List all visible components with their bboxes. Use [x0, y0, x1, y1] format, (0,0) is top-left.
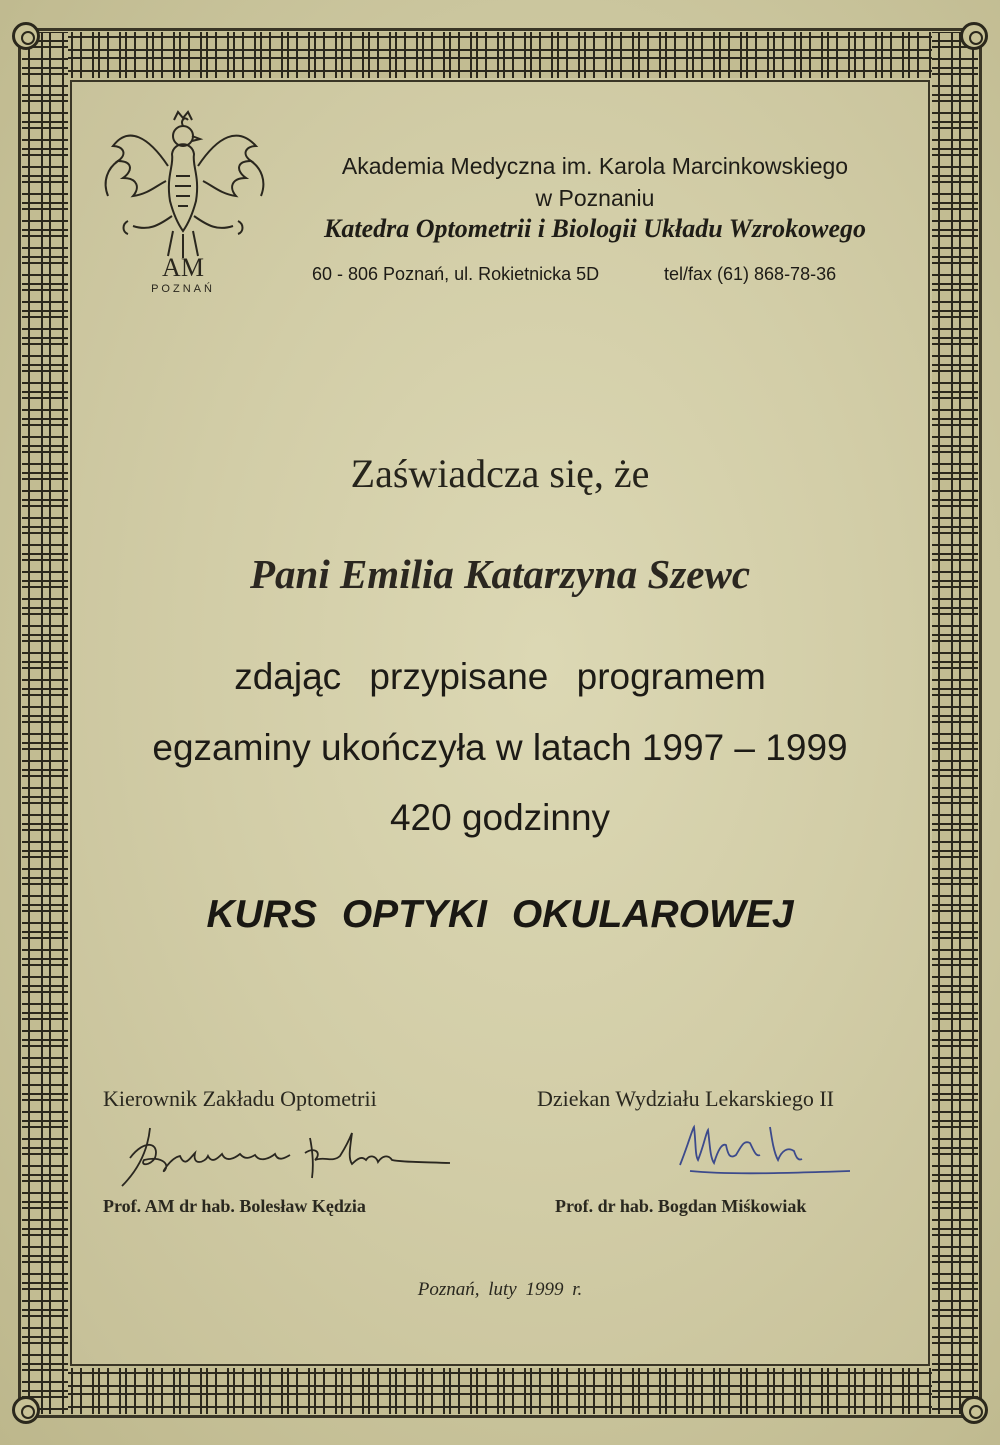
header-department: Katedra Optometrii i Biologii Układu Wzrokowego — [324, 214, 866, 243]
corner-ornament-top-left — [12, 22, 40, 50]
statement-line-1: zdając przypisane programem — [234, 656, 766, 697]
header-city: w Poznaniu — [535, 185, 655, 211]
course-title: KURS OPTYKI OKULAROWEJ — [206, 893, 794, 936]
signatory-left-name: Prof. AM dr hab. Bolesław Kędzia — [103, 1196, 366, 1216]
signature-left — [100, 1108, 470, 1198]
header-academy: Akademia Medyczna im. Karola Marcinkowskiego — [341, 153, 849, 179]
statement-line-2: egzaminy ukończyła w latach 1997 – 1999 — [152, 727, 848, 768]
emblem-city: POZNAŃ — [151, 283, 215, 295]
corner-ornament-top-right — [960, 22, 988, 50]
signatory-left-role: Kierownik Zakładu Optometrii — [103, 1086, 377, 1111]
statement-line-3: 420 godzinny — [389, 797, 611, 838]
signatory-right-name: Prof. dr hab. Bogdan Miśkowiak — [555, 1196, 807, 1216]
place-and-date: Poznań, luty 1999 r. — [417, 1279, 583, 1300]
corner-ornament-bottom-left — [12, 1396, 40, 1424]
header-phone: tel/fax (61) 868-78-36 — [664, 264, 837, 284]
signature-right — [670, 1115, 860, 1185]
signatory-right-role: Dziekan Wydziału Lekarskiego II — [537, 1086, 834, 1111]
header-address: 60 - 806 Poznań, ul. Rokietnicka 5D — [312, 264, 600, 284]
certify-statement: Zaświadcza się, że — [350, 451, 650, 496]
corner-ornament-bottom-right — [960, 1396, 988, 1424]
emblem-monogram: AM — [162, 253, 204, 282]
eagle-emblem-icon — [88, 106, 278, 296]
recipient-name: Pani Emilia Katarzyna Szewc — [249, 551, 751, 597]
